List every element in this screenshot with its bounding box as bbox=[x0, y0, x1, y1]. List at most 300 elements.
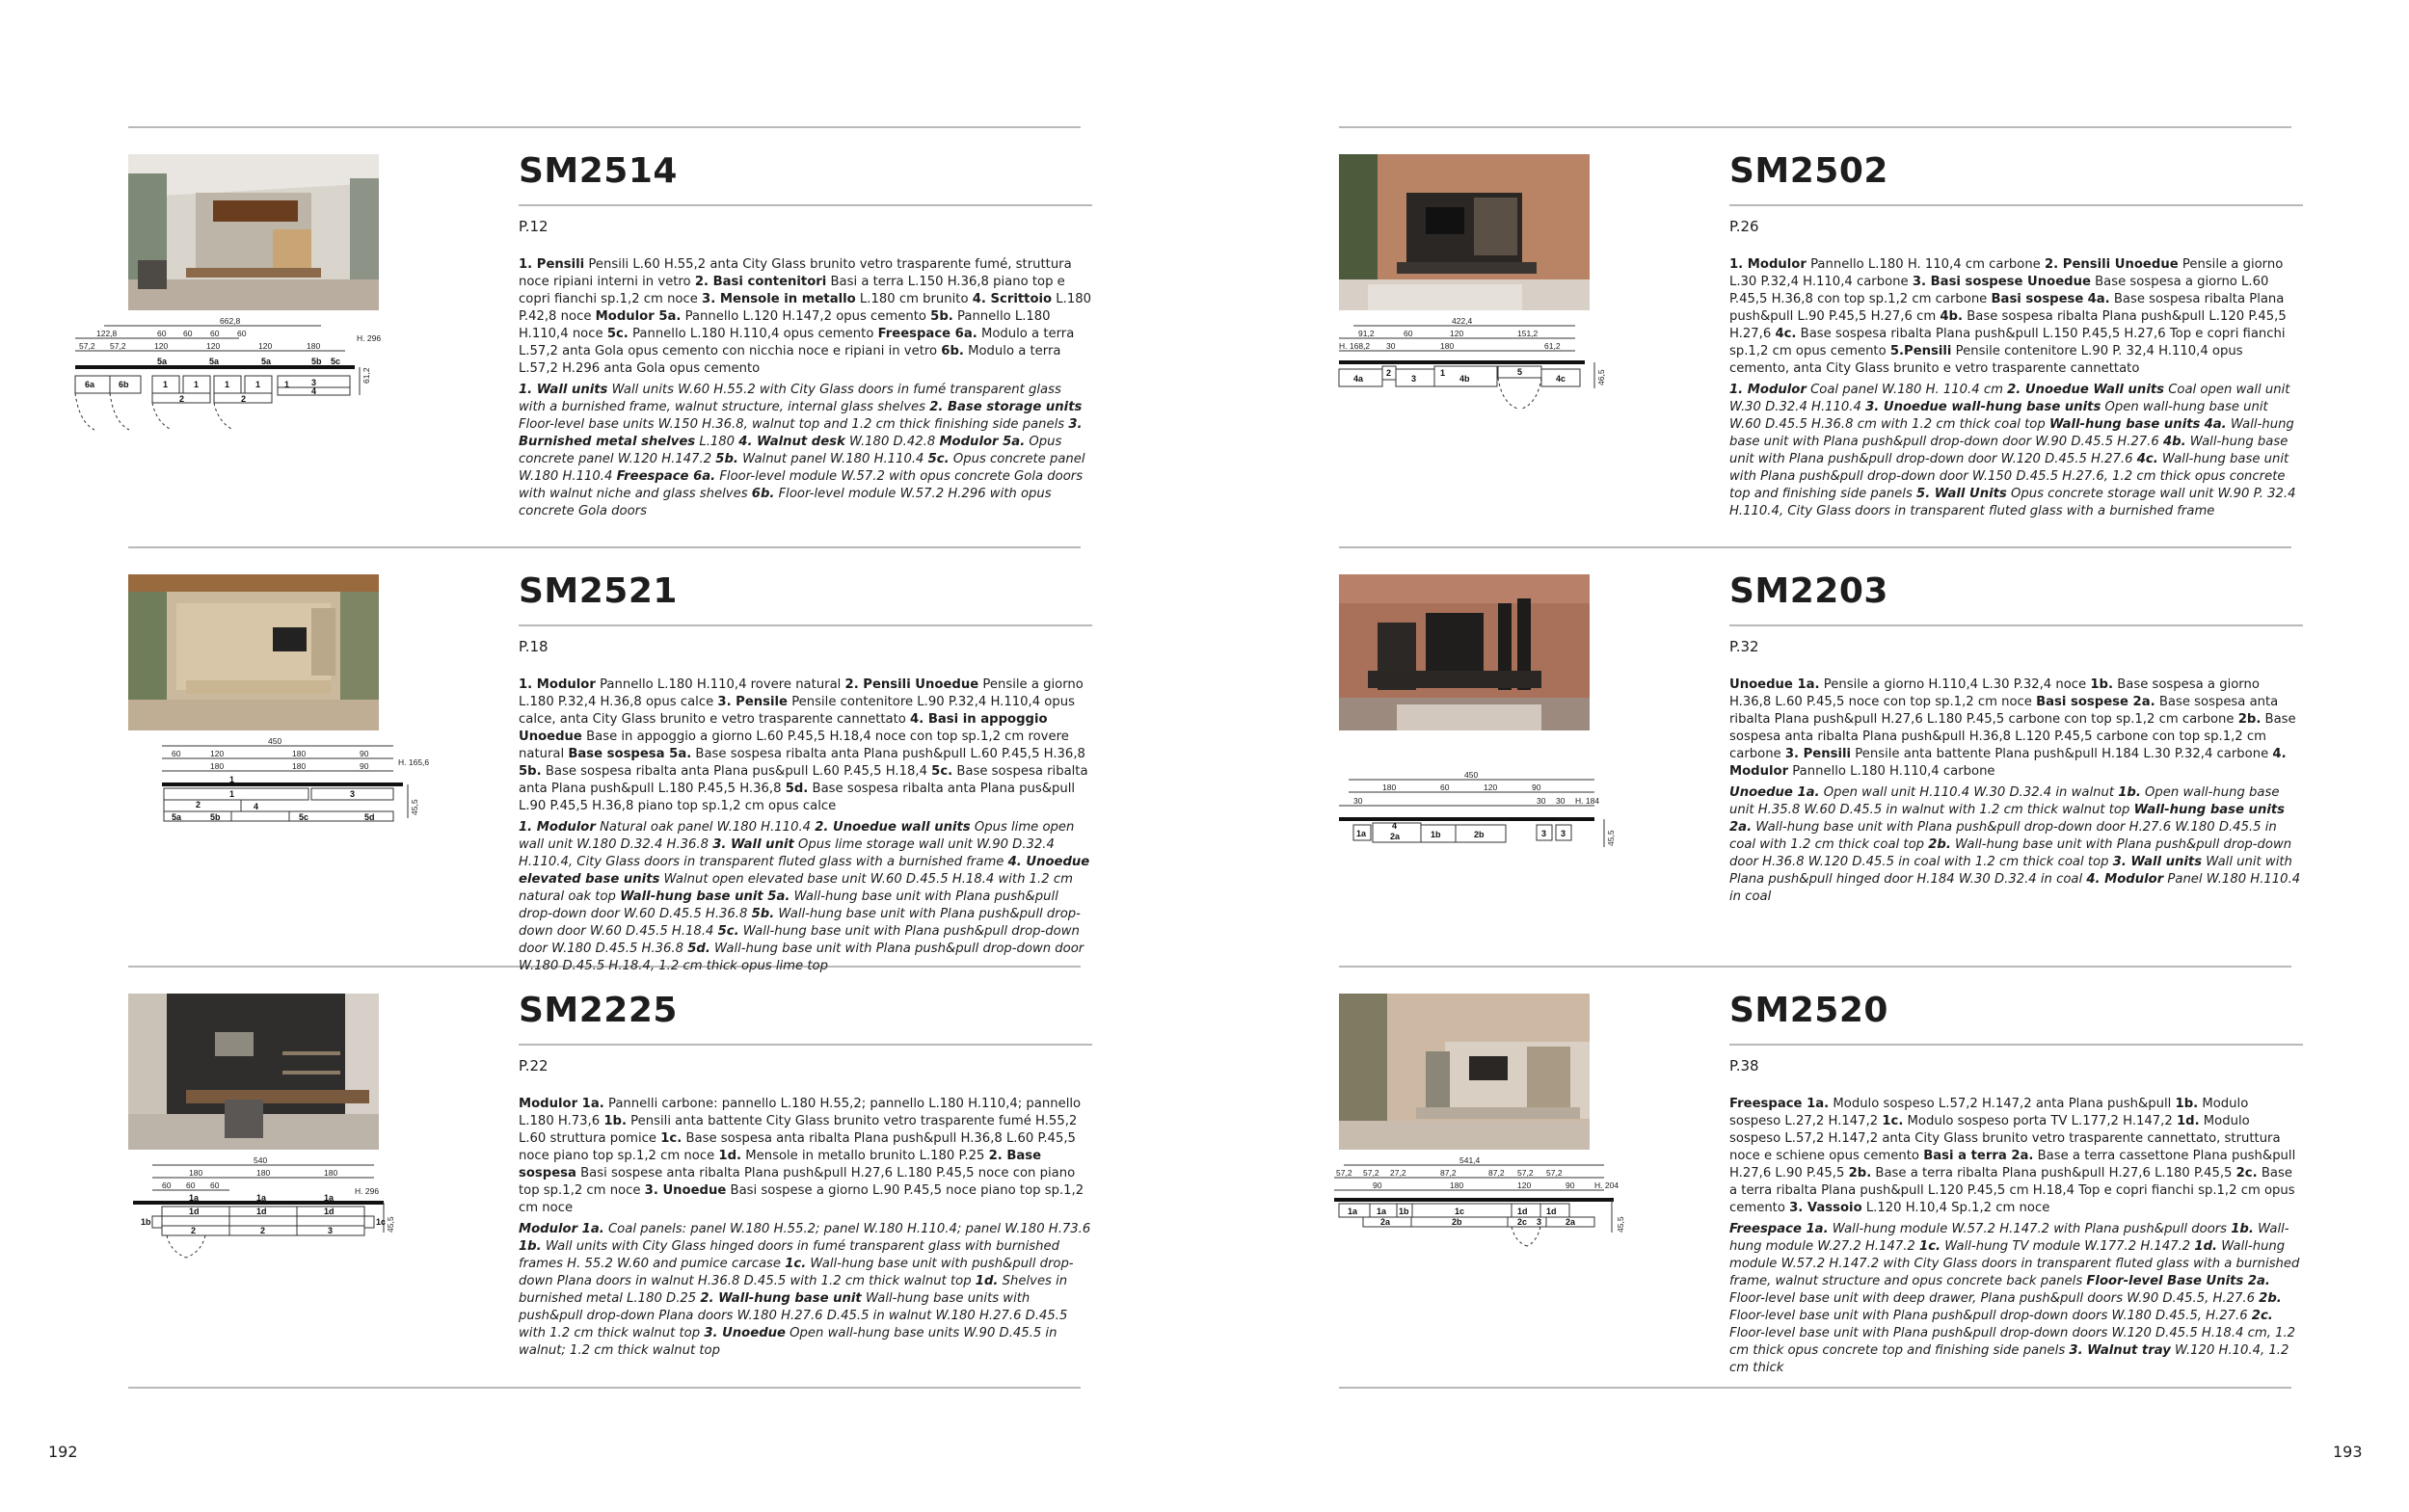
item-text: Walnut open elevated base unit W.60 D.45.5 H.18.4 with 1.2 cm natural oak top bbox=[519, 872, 1073, 904]
title-rule bbox=[1729, 624, 2303, 626]
item-text: Wall-hung base unit with Plana push&pull drop-down door W.180 D.45.5 H.18.4, 1.2 cm thick opus lime top bbox=[519, 942, 1084, 973]
item-text: Pannello L.180 H.110,4 rovere natural bbox=[595, 677, 845, 692]
plan-label: 1 bbox=[284, 380, 290, 389]
item-key: 1d. bbox=[2194, 1239, 2218, 1254]
item-text: Base sospesa anta ribalta Plana push&pull H.36,8 L.120 P.45,5 carbone con top sp.1,2 cm carbone bbox=[1729, 712, 2296, 761]
title-rule bbox=[1729, 204, 2303, 206]
item-key: Freespace 1a. bbox=[1729, 1222, 1829, 1236]
item-key: 3. Unoedue bbox=[644, 1183, 727, 1198]
item-key: 5c. bbox=[606, 327, 629, 341]
plan-dim: 60 bbox=[210, 329, 220, 338]
item-text: Base sospesa anta ribalta Plana push&pull H.27,6 L.180 P.45,5 carbone con top sp.1,2 cm carbone bbox=[1729, 695, 2279, 727]
item-key: 2c. bbox=[2235, 1166, 2258, 1180]
item-key: 6b. bbox=[751, 487, 775, 501]
item-text: Natural oak panel W.180 H.110.4 bbox=[595, 820, 816, 835]
plan-label: 2 bbox=[260, 1226, 266, 1235]
item-text: Open wall-hung base unit W.60 D.45.5 H.36.8 cm with 1.2 cm thick coal top bbox=[1729, 400, 2268, 432]
item-text: Basi sospese a giorno L.90 P.45,5 noce piano top sp.1,2 cm noce bbox=[519, 1183, 1084, 1215]
item-text: Base a terra ribalta Plana push&pull H.27,6 L.180 P.45,5 bbox=[1871, 1166, 2236, 1180]
item-key: 1c. bbox=[1919, 1239, 1941, 1254]
item-key: Freespace 6a. bbox=[877, 327, 977, 341]
plan-dim: 90 bbox=[360, 749, 369, 758]
plan-dim: 450 bbox=[1464, 770, 1479, 780]
item-key: 2c. bbox=[2251, 1309, 2273, 1323]
item-key: 2b. bbox=[1928, 837, 1951, 852]
item-key: 4c. bbox=[2136, 452, 2158, 466]
plan-dim: 151,2 bbox=[1517, 329, 1539, 338]
plan-label: 5a bbox=[209, 357, 220, 366]
item-key: 4a. bbox=[2204, 417, 2227, 432]
plan-label: 1 bbox=[1440, 368, 1446, 378]
item-key: 2. Unoedue wall units bbox=[815, 820, 971, 835]
item-key: 4. Unoedue elevated base units bbox=[519, 855, 1090, 887]
item-text: Base sospesa a giorno L.60 P.45,5 H.36,8 con top sp.1,2 cm carbone bbox=[1729, 275, 2269, 306]
item-text: Modulo sospeso porta TV L.177,2 H.147,2 bbox=[1903, 1114, 2177, 1128]
plan-dim: 120 bbox=[1517, 1180, 1532, 1190]
description-english bbox=[519, 382, 1092, 520]
item-key: 1d. bbox=[2176, 1114, 2200, 1128]
item-key: 1b. bbox=[519, 1239, 542, 1254]
item-text: Pensile contenitore L.90 P.32,4 H.110,4 opus calce, anta City Glass brunito e vetro trasparente cannettato bbox=[519, 695, 1075, 727]
item-key: Basi sospese bbox=[1991, 292, 2084, 306]
item-text: Basi sospese anta ribalta Plana push&pull H.27,6 L.180 P.45,5 noce con piano top sp.1,2 cm noce bbox=[519, 1166, 1076, 1198]
plan-dim: 87,2 bbox=[1488, 1168, 1505, 1178]
plan-dim: 27,2 bbox=[1390, 1168, 1406, 1178]
item-text: L.180 P.42,8 noce bbox=[519, 292, 1092, 324]
item-text: Pensile contenitore L.90 P. 32,4 H.110,4 opus cemento, anta City Glass brunito e vetro trasparente cannettato bbox=[1729, 344, 2243, 376]
item-key: 3. Mensole in metallo bbox=[702, 292, 856, 306]
item-key: 5d. bbox=[785, 782, 809, 796]
item-key: 1c. bbox=[1882, 1114, 1904, 1128]
page-reference: P.22 bbox=[519, 1057, 549, 1074]
description-italian bbox=[1729, 256, 2303, 378]
item-text: Wall-hung module W.57.2 H.147.2 with Plana push&pull doors bbox=[1828, 1222, 2232, 1236]
item-key: 1. Wall units bbox=[519, 383, 608, 397]
item-text: Pensili L.60 H.55,2 anta City Glass brunito vetro trasparente fumé, struttura noce ripiani interni in vetro bbox=[519, 257, 1072, 289]
item-key: Modulor 5a. bbox=[939, 435, 1026, 449]
item-text: Open wall-hung base unit H.35.8 W.60 D.45.5 in walnut with 1.2 cm thick walnut top bbox=[1729, 785, 2280, 817]
item-key: 1. Modulor bbox=[519, 820, 596, 835]
plan-label: 2c bbox=[1517, 1217, 1528, 1227]
plan-dim: H. 165,6 bbox=[398, 757, 430, 767]
item-text: Floor-level module W.57.2 H.296 with opus concrete Gola doors bbox=[519, 487, 1052, 518]
product-photo bbox=[128, 154, 379, 310]
product-sm2521 bbox=[128, 547, 1092, 973]
item-key: 2b. bbox=[2237, 712, 2262, 727]
plan-label: 5 bbox=[1517, 367, 1523, 377]
plan-dim: 57,2 bbox=[79, 341, 95, 351]
item-text: Floor-level base unit with Plana push&pull drop-down doors W.180 D.45.5, H.27.6 bbox=[1729, 1309, 2252, 1323]
plan-dim: 120 bbox=[258, 341, 273, 351]
plan-dim: 662,8 bbox=[220, 316, 241, 326]
item-text: Basi a terra L.150 H.36,8 piano top e copri fianchi sp.1,2 cm noce bbox=[519, 275, 1065, 306]
item-text: L.180 cm brunito bbox=[855, 292, 973, 306]
plan-dim: 60 bbox=[183, 329, 193, 338]
item-key: Basi a terra 2a. bbox=[1923, 1149, 2034, 1163]
title-rule bbox=[519, 1044, 1092, 1046]
page-number-left: 192 bbox=[48, 1443, 78, 1461]
item-text: Base a terra cassettone Plana push&pull H.27,6 L.90 P.45,5 bbox=[1729, 1149, 2296, 1180]
plan-label: 3 bbox=[311, 378, 317, 387]
plan-dim: 45,5 bbox=[410, 799, 419, 815]
item-key: Freespace 1a. bbox=[1729, 1097, 1830, 1111]
item-key: 5b. bbox=[751, 907, 775, 921]
plan-label: 5b bbox=[311, 357, 322, 366]
item-key: Basi sospese 2a. bbox=[2036, 695, 2155, 709]
plan-dim: 180 bbox=[256, 1168, 271, 1178]
item-key: 2. Wall-hung base unit bbox=[700, 1291, 862, 1306]
plan-dim: H. 204 bbox=[1594, 1180, 1619, 1190]
plan-label: 1 bbox=[229, 789, 235, 799]
product-photo bbox=[1339, 994, 1590, 1150]
plan-label: 6b bbox=[119, 380, 129, 389]
plan-label: 2a bbox=[1390, 832, 1401, 841]
plan-dim: 120 bbox=[206, 341, 221, 351]
item-key: 2. Base sospesa bbox=[519, 1149, 1042, 1180]
plan-label: 3 bbox=[1411, 374, 1417, 384]
item-text: Pannello L.180 H.110,4 carbone bbox=[1788, 764, 1995, 779]
description-italian bbox=[1729, 676, 2303, 781]
plan-dim: 60 bbox=[1404, 329, 1413, 338]
product-description bbox=[519, 676, 1092, 979]
plan-label: 5b bbox=[210, 812, 221, 822]
plan-dim: 180 bbox=[210, 761, 225, 771]
plan-dim: 45,5 bbox=[1606, 830, 1616, 846]
item-text: Wall-hung base unit with push&pull drop-down Plana doors in walnut H.36.8 D.45.5 with 1.2 cm thick walnut top bbox=[519, 1257, 1074, 1288]
item-key: Unoedue 1a. bbox=[1729, 677, 1820, 692]
plan-label: 1d bbox=[324, 1207, 335, 1216]
plan-label: 1a bbox=[324, 1193, 335, 1203]
item-text: Base sospesa ribalta anta Plana push&pull L.60 P.45,5 H.36,8 bbox=[691, 747, 1085, 761]
plan-label: 1 bbox=[225, 380, 230, 389]
plan-dim: 90 bbox=[360, 761, 369, 771]
item-key: 5c. bbox=[927, 452, 950, 466]
plan-dim: 30 bbox=[1386, 341, 1396, 351]
plan-dim: 541,4 bbox=[1459, 1155, 1481, 1165]
item-text: Floor-level module W.57.2 with opus concrete Gola doors with walnut niche and glass shelves bbox=[519, 469, 1084, 501]
item-key: 3. Basi sospese Unoedue bbox=[1912, 275, 2091, 289]
item-key: 4. Scrittoio bbox=[972, 292, 1053, 306]
item-text: Panel W.180 H.110.4 in coal bbox=[1729, 872, 2301, 904]
product-photo bbox=[1339, 574, 1590, 730]
item-key: 1. Modulor bbox=[1729, 383, 1807, 397]
floor-plan bbox=[75, 736, 446, 879]
plan-label: 4 bbox=[1392, 821, 1398, 831]
plan-dim: 60 bbox=[210, 1180, 220, 1190]
plan-label: 1 bbox=[194, 380, 200, 389]
plan-label: 4a bbox=[1353, 374, 1364, 384]
plan-dim: 60 bbox=[1440, 783, 1450, 792]
item-key: 3. Burnished metal shelves bbox=[519, 417, 1083, 449]
item-text: Opus lime storage wall unit W.90 D.32.4 H.110.4, City Glass doors in transparent fluted glass with a burnished frame bbox=[519, 837, 1055, 869]
product-code: SM2203 bbox=[1729, 571, 1888, 611]
plan-dim: 180 bbox=[324, 1168, 338, 1178]
item-text: Pensile a giorno H.110,4 L.30 P.32,4 noce bbox=[1819, 677, 2091, 692]
plan-label: 3 bbox=[1561, 829, 1566, 838]
item-key: 4a. bbox=[2087, 292, 2110, 306]
item-text: Wall-hung base unit with Plana push&pull drop-down door W.60 D.45.5 H.18.4 bbox=[519, 907, 1081, 939]
item-text: Modulo a terra L.57,2 anta Gola opus cemento con nicchia noce e ripiani in vetro bbox=[519, 327, 1075, 358]
item-text: Wall-hung base unit with Plana push&pull drop-down door W.180 D.45.5 H.36.8 bbox=[519, 924, 1080, 956]
item-key: Wall-hung base units bbox=[2048, 417, 2201, 432]
item-text: W.180 D.42.8 bbox=[844, 435, 940, 449]
item-text: Wall-hung module W.57.2 H.147.2 with City Glass doors in transparent fluted glass with a burnished frame, walnut structure and opus concrete back panels bbox=[1729, 1239, 2300, 1288]
plan-dim: 87,2 bbox=[1440, 1168, 1457, 1178]
floor-plan bbox=[1286, 736, 1657, 879]
description-english bbox=[519, 819, 1092, 975]
plan-dim: 120 bbox=[210, 749, 225, 758]
plan-label: 1b bbox=[1399, 1207, 1409, 1216]
plan-dim: 91,2 bbox=[1358, 329, 1375, 338]
plan-dim: 120 bbox=[154, 341, 169, 351]
item-key: 1. Pensili bbox=[519, 257, 585, 272]
plan-label: 1a bbox=[1348, 1207, 1358, 1216]
item-key: 5b. bbox=[930, 309, 953, 324]
plan-dim: 57,2 bbox=[1336, 1168, 1352, 1178]
plan-dim: 30 bbox=[1353, 796, 1363, 806]
plan-dim: 30 bbox=[1537, 796, 1546, 806]
plan-label: 1 bbox=[163, 380, 169, 389]
item-key: 3. Walnut tray bbox=[2069, 1343, 2171, 1358]
product-code: SM2514 bbox=[519, 151, 678, 191]
plan-label: 2 bbox=[196, 800, 201, 809]
plan-label: 4 bbox=[311, 386, 317, 396]
item-key: Wall-hung base unit 5a. bbox=[620, 889, 790, 904]
plan-dim: 180 bbox=[307, 341, 321, 351]
description-english bbox=[1729, 784, 2303, 906]
item-key: 1. Modulor bbox=[519, 677, 596, 692]
plan-label: 1a bbox=[256, 1193, 267, 1203]
item-key: 4. Basi in appoggio Unoedue bbox=[519, 712, 1048, 744]
item-key: 2. Pensili Unoedue bbox=[2045, 257, 2179, 272]
item-key: Wall-hung base units 2a. bbox=[1729, 803, 2286, 835]
description-italian bbox=[519, 676, 1092, 815]
description-italian bbox=[519, 1096, 1092, 1217]
item-key: 5c. bbox=[931, 764, 953, 779]
plan-label: 5c bbox=[331, 357, 341, 366]
item-key: 3. Vassoio bbox=[1789, 1201, 1862, 1215]
plan-dim: 90 bbox=[1566, 1180, 1575, 1190]
item-key: Freespace 6a. bbox=[616, 469, 716, 484]
plan-label: 3 bbox=[1541, 829, 1547, 838]
item-text: Base sospesa ribalta Plana push&pull L.150 P.45,5 H.27,6 Top e copri fianchi sp.1,2 cm opus cemento bbox=[1729, 327, 2286, 358]
plan-label: 5a bbox=[172, 812, 182, 822]
plan-dim: 30 bbox=[1556, 796, 1566, 806]
item-text: Opus concrete storage wall unit W.90 P. 32.4 H.110.4, City Glass doors in transparent fluted glass with a burnished frame bbox=[1729, 487, 2296, 518]
plan-dim: 180 bbox=[292, 761, 307, 771]
floor-plan bbox=[75, 1155, 446, 1298]
item-text: Shelves in burnished metal L.180 D.25 bbox=[519, 1274, 1068, 1306]
item-key: 3. Wall unit bbox=[712, 837, 794, 852]
item-text: Mensole in metallo brunito L.180 P.25 bbox=[741, 1149, 989, 1163]
item-text: Modulo a terra L.57,2 H.296 anta Gola opus cemento bbox=[519, 344, 1061, 376]
product-sm2514 bbox=[79, 127, 1092, 522]
item-text: Opus concrete panel W.120 H.147.2 bbox=[519, 435, 1062, 466]
item-text: Wall-hung base unit with Plana push&pull drop-down door H.36.8 W.120 D.45.5 in coal with 1.2 cm thick coal top bbox=[1729, 837, 2292, 869]
item-key: 4. Modulor bbox=[2086, 872, 2164, 887]
item-key: 2b. bbox=[2259, 1291, 2282, 1306]
item-key: 5b. bbox=[519, 764, 542, 779]
plan-label: 1 bbox=[229, 775, 235, 784]
left-rule-bottom bbox=[128, 1387, 1081, 1389]
plan-dim: 120 bbox=[1484, 783, 1498, 792]
item-key: 2. Basi contenitori bbox=[694, 275, 827, 289]
plan-dim: 57,2 bbox=[1517, 1168, 1534, 1178]
item-text: W.120 H.10.4, 1.2 cm thick bbox=[1729, 1343, 2289, 1375]
item-key: 3. Unoedue wall-hung base units bbox=[1865, 400, 2101, 414]
item-key: 1b. bbox=[2231, 1222, 2254, 1236]
plan-dim: 180 bbox=[292, 749, 307, 758]
item-key: Modulor 1a. bbox=[519, 1097, 604, 1111]
item-key: 5. Wall Units bbox=[1916, 487, 2007, 501]
floor-plan bbox=[1286, 316, 1657, 459]
plan-dim: 60 bbox=[162, 1180, 172, 1190]
plan-dim: 540 bbox=[254, 1155, 268, 1165]
plan-label: 4c bbox=[1556, 374, 1566, 384]
item-text: Wall-hung module W.27.2 H.147.2 bbox=[1729, 1222, 2289, 1254]
item-text: Pannelli carbone: pannello L.180 H.55,2; pannello L.180 H.110,4; pannello L.180 H.73,6 bbox=[519, 1097, 1082, 1128]
item-text: Wall unit with Plana push&pull hinged door H.184 W.30 D.32.4 in coal bbox=[1729, 855, 2292, 887]
plan-label: 2b bbox=[1452, 1217, 1462, 1227]
plan-dim: 61,2 bbox=[361, 367, 371, 384]
item-key: 4b. bbox=[2162, 435, 2186, 449]
item-text: Floor-level base unit with Plana push&pull drop-down doors W.120 D.45.5 H.18.4 cm, 1.2 cm thick opus concrete top and finishing side panels bbox=[1729, 1326, 2296, 1358]
item-text: Pannello L.180 H.110,4 opus cemento bbox=[628, 327, 878, 341]
plan-dim: 57,2 bbox=[1363, 1168, 1379, 1178]
item-text: Wall-hung base unit with Plana push&pull drop-down door W.120 D.45.5 H.27.6 bbox=[1729, 435, 2289, 466]
item-key: 1. Modulor bbox=[1729, 257, 1807, 272]
item-text: Base sospesa ribalta Plana push&pull L.120 P.45,5 H.27,6 bbox=[1729, 309, 2287, 341]
plan-label: 2a bbox=[1566, 1217, 1576, 1227]
page-reference: P.32 bbox=[1729, 638, 1759, 655]
item-key: 2. Pensili Unoedue bbox=[844, 677, 979, 692]
plan-dim: 45,5 bbox=[1616, 1216, 1625, 1233]
product-description bbox=[519, 1096, 1092, 1364]
product-code: SM2225 bbox=[519, 991, 678, 1030]
plan-label: 1c bbox=[1455, 1207, 1465, 1216]
item-text: Walnut panel W.180 H.110.4 bbox=[737, 452, 928, 466]
plan-dim: 57,2 bbox=[1546, 1168, 1563, 1178]
item-text: Wall-hung base unit with Plana push&pull drop-down door W.150 D.45.5 H.27.6, 1.2 cm thick opus concrete top and finishing side panels bbox=[1729, 452, 2289, 501]
plan-label: 1a bbox=[189, 1193, 200, 1203]
item-key: 4c. bbox=[1775, 327, 1797, 341]
item-key: 5d. bbox=[687, 942, 710, 956]
plan-dim: 45,5 bbox=[386, 1216, 395, 1233]
page-reference: P.18 bbox=[519, 638, 549, 655]
product-sm2203 bbox=[1339, 547, 2303, 942]
item-key: 3. Unoedue bbox=[704, 1326, 786, 1340]
item-key: 3. Pensili bbox=[1784, 747, 1852, 761]
item-text: Opus lime open wall unit W.180 D.32.4 H.36.8 bbox=[519, 820, 1075, 852]
page-reference: P.26 bbox=[1729, 218, 1759, 235]
plan-label: 1b bbox=[1431, 830, 1441, 839]
plan-label: 4 bbox=[254, 802, 259, 811]
plan-dim: 180 bbox=[1382, 783, 1397, 792]
description-english bbox=[1729, 382, 2303, 520]
item-key: 2. Base storage units bbox=[929, 400, 1083, 414]
item-key: 1b. bbox=[2175, 1097, 2199, 1111]
item-text: Wall-hung base unit with Plana push&pull drop-down door W.60 D.45.5 H.36.8 bbox=[519, 889, 1058, 921]
product-code: SM2521 bbox=[519, 571, 678, 611]
product-photo bbox=[128, 994, 379, 1150]
product-description bbox=[1729, 1096, 2303, 1381]
right-rule-bottom bbox=[1339, 1387, 2291, 1389]
item-text: Modulo sospeso L.27,2 H.147,2 bbox=[1729, 1097, 2249, 1128]
plan-label: 1d bbox=[256, 1207, 267, 1216]
item-key: 4. Walnut desk bbox=[738, 435, 845, 449]
plan-label: 2 bbox=[1386, 368, 1392, 378]
item-text: Floor-level base unit with deep drawer, Plana push&pull doors W.90 D.45.5, H.27.6 bbox=[1729, 1291, 2260, 1306]
item-text: Wall-hung base unit with Plana push&pull drop-down door W.90 D.45.5 H.27.6 bbox=[1729, 417, 2294, 449]
item-key: Unoedue 1a. bbox=[1729, 785, 1820, 800]
page-reference: P.38 bbox=[1729, 1057, 1759, 1074]
plan-label: 5c bbox=[299, 812, 309, 822]
item-key: 2b. bbox=[1848, 1166, 1872, 1180]
plan-label: 1d bbox=[189, 1207, 200, 1216]
item-text: Pensile anta battente Plana push&pull H.184 L.30 P.32,4 carbone bbox=[1851, 747, 2273, 761]
item-key: 1c. bbox=[660, 1131, 683, 1146]
item-key: 1d. bbox=[718, 1149, 742, 1163]
plan-dim: H. 184 bbox=[1575, 796, 1600, 806]
plan-label: 2b bbox=[1474, 830, 1485, 839]
plan-dim: 60 bbox=[172, 749, 181, 758]
product-sm2502 bbox=[1339, 127, 2303, 522]
plan-label: 1b bbox=[141, 1217, 151, 1227]
plan-label: 1c bbox=[376, 1217, 387, 1227]
product-description bbox=[1729, 256, 2303, 524]
item-key: 6b. bbox=[941, 344, 964, 358]
item-text: Pannello L.120 H.147,2 opus cemento bbox=[681, 309, 931, 324]
product-photo bbox=[128, 574, 379, 730]
item-text: Base sospesa anta ribalta Plana push&pull H.36,8 L.60 P.45,5 noce piano top sp.1,2 cm noce bbox=[519, 1131, 1076, 1163]
floor-plan bbox=[1286, 1155, 1657, 1298]
item-key: 5.Pensili bbox=[1889, 344, 1952, 358]
plan-label: 1d bbox=[1546, 1207, 1557, 1216]
plan-label: 2a bbox=[1380, 1217, 1391, 1227]
item-text: Coal open wall unit W.30 D.32.4 H.110.4 bbox=[1729, 383, 2290, 414]
plan-dim: H. 168,2 bbox=[1339, 341, 1371, 351]
item-text: Base sospesa a giorno H.36,8 L.60 P.45,5 noce con top sp.1,2 cm noce bbox=[1729, 677, 2260, 709]
item-key: Modulor 5a. bbox=[595, 309, 682, 324]
item-text: Pensili anta battente City Glass brunito vetro trasparente fumé H.55,2 L.60 struttura pomice bbox=[519, 1114, 1078, 1146]
floor-plan bbox=[75, 316, 446, 459]
product-sm2520 bbox=[1336, 967, 2303, 1375]
item-text: Base sospesa ribalta Plana push&pull L.90 P.45,5 H.27,6 cm bbox=[1729, 292, 2285, 324]
item-text: Base sospesa ribalta anta Plana pus&pull L.60 P.45,5 H.18,4 bbox=[541, 764, 932, 779]
item-key: Base sospesa 5a. bbox=[568, 747, 692, 761]
item-text: Base sospesa ribalta anta Plana push&pull L.180 P.45,5 H.36,8 bbox=[519, 764, 1088, 796]
product-description bbox=[1729, 676, 2303, 910]
plan-label: 6a bbox=[85, 380, 95, 389]
plan-dim: H. 296 bbox=[357, 333, 382, 343]
description-english bbox=[1729, 1221, 2303, 1377]
plan-dim: 180 bbox=[189, 1168, 203, 1178]
plan-label: 1a bbox=[1377, 1207, 1387, 1216]
plan-label: 5d bbox=[364, 812, 375, 822]
item-key: Modulor 1a. bbox=[519, 1222, 604, 1236]
plan-label: 2 bbox=[191, 1226, 197, 1235]
plan-label: 5a bbox=[261, 357, 272, 366]
plan-label: 3 bbox=[1537, 1217, 1542, 1227]
page-reference: P.12 bbox=[519, 218, 549, 235]
plan-label: 1d bbox=[1517, 1207, 1528, 1216]
description-english bbox=[519, 1221, 1092, 1360]
item-key: 2. Unoedue Wall units bbox=[2007, 383, 2164, 397]
plan-dim: 90 bbox=[1532, 783, 1541, 792]
item-text: Base in appoggio a giorno L.60 P.45,5 H.18,4 noce con top sp.1,2 cm rovere natural bbox=[519, 729, 1069, 761]
plan-label: 3 bbox=[328, 1226, 334, 1235]
plan-dim: 60 bbox=[186, 1180, 196, 1190]
